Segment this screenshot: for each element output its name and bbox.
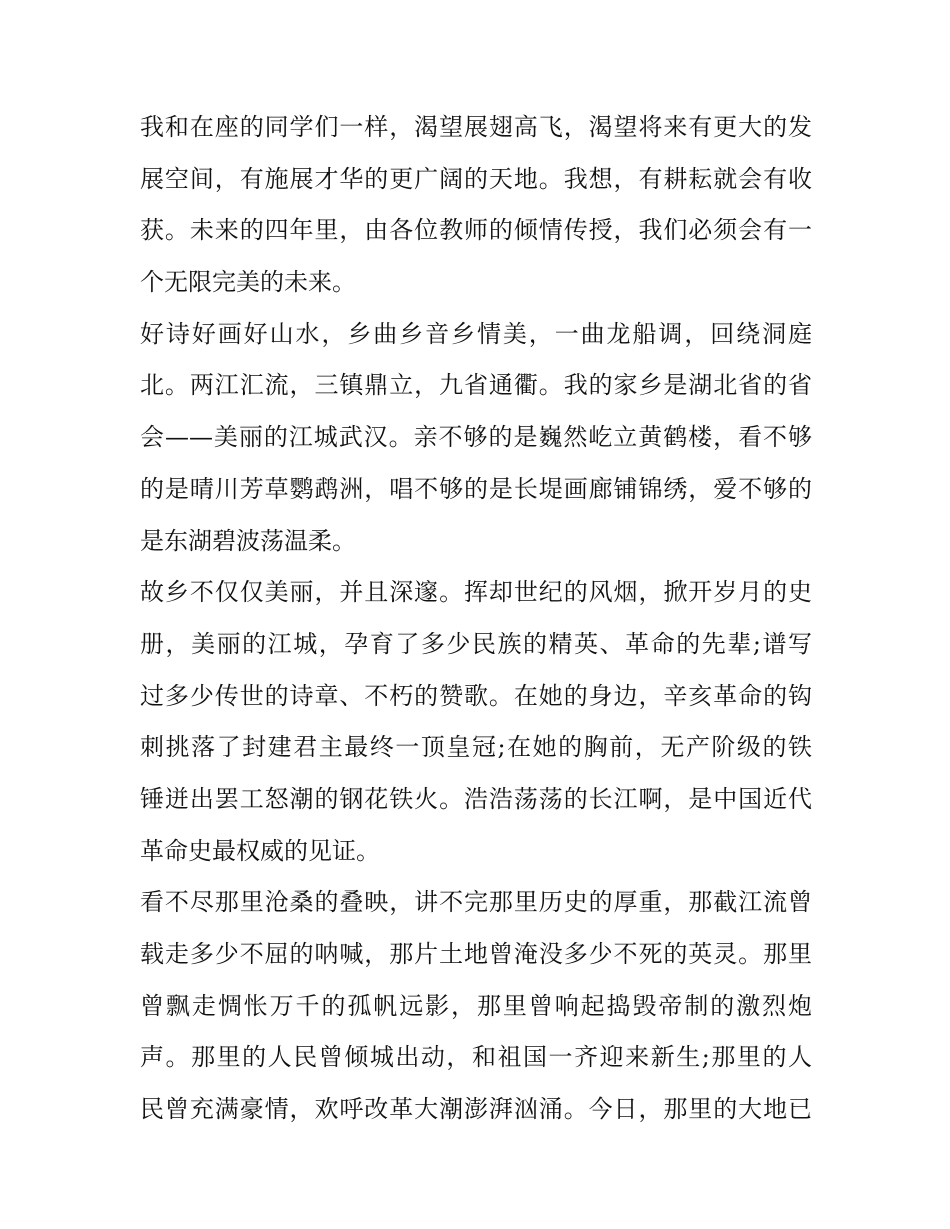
paragraph [140,877,812,1135]
text-line: 会——美丽的江城武汉。亲不够的是巍然屹立黄鹤楼，看不够 [140,423,812,452]
text-line: 北。两江汇流，三镇鼎立，九省通衢。我的家乡是湖北省的省 [140,371,812,400]
text-line: 民曾充满豪情，欢呼改革大潮澎湃汹涌。今日，那里的大地已 [140,1095,812,1124]
text-line: 看不尽那里沧桑的叠映，讲不完那里历史的厚重，那截江流曾 [140,888,812,917]
text-line: 我和在座的同学们一样，渴望展翅高飞，渴望将来有更大的发 [140,113,812,141]
text-line: 过多少传世的诗章、不朽的赞歌。在她的身边，辛亥革命的钩 [140,681,812,710]
text-line: 革命史最权威的见证。 [140,836,380,865]
text-line: 故乡不仅仅美丽，并且深邃。挥却世纪的风烟，掀开岁月的史 [140,578,812,607]
paragraph [140,309,812,567]
text-line: 个无限完美的未来。 [140,268,356,297]
text-line: 曾飘走惆怅万千的孤帆远影，那里曾响起捣毁帝制的激烈炮 [140,991,812,1020]
text-line: 载走多少不屈的呐喊，那片土地曾淹没多少不死的英灵。那里 [140,940,812,968]
text-line: 册，美丽的江城，孕育了多少民族的精英、革命的先辈;谱写 [140,629,812,658]
text-line: 好诗好画好山水，乡曲乡音乡情美，一曲龙船调，回绕洞庭 [140,319,812,348]
document-body [140,102,812,1136]
text-line: 声。那里的人民曾倾城出动，和祖国一齐迎来新生;那里的人 [140,1043,812,1072]
text-line: 刺挑落了封建君主最终一顶皇冠;在她的胸前，无产阶级的铁 [140,733,812,762]
text-line: 是东湖碧波荡温柔。 [140,526,356,555]
text-line: 获。未来的四年里，由各位教师的倾情传授，我们必须会有一 [140,216,812,245]
text-line: 的是晴川芳草鹦鹉洲，唱不够的是长堤画廊铺锦绣，爱不够的 [140,474,812,503]
text-line: 锤迸出罢工怒潮的钢花铁火。浩浩荡荡的长江啊，是中国近代 [140,784,812,813]
text-line: 展空间，有施展才华的更广阔的天地。我想，有耕耘就会有收 [140,164,812,193]
paragraph [140,567,812,877]
paragraph [140,102,812,309]
